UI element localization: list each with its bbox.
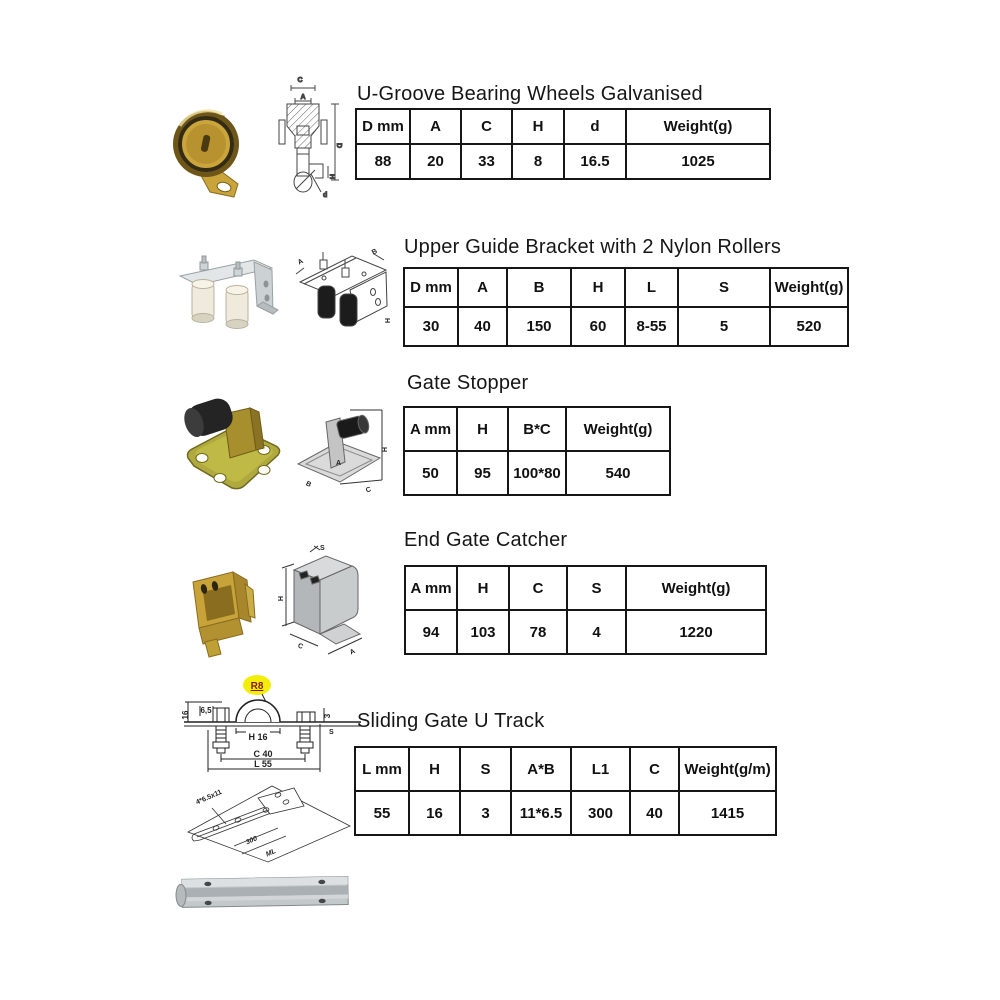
cell-value: 40 xyxy=(630,791,679,835)
radius-callout-r8: R8 xyxy=(250,681,264,692)
spec-table-u-groove xyxy=(355,108,771,180)
stopper-diagram-graphic xyxy=(292,402,392,498)
cell-value: 1415 xyxy=(679,791,776,835)
column-header: Weight(g/m) xyxy=(679,747,776,791)
column-header: L1 xyxy=(571,747,630,791)
cell-value: 520 xyxy=(770,307,848,346)
column-header: L xyxy=(625,268,678,307)
u-groove-wheel-diagram xyxy=(265,74,343,203)
cell-value: 540 xyxy=(566,451,670,495)
column-header: A xyxy=(458,268,507,307)
column-header: C xyxy=(630,747,679,791)
spec-table-gate-stopper xyxy=(403,406,671,496)
dim-label-b: B xyxy=(304,480,313,489)
cell-value: 8-55 xyxy=(625,307,678,346)
header-row xyxy=(356,109,770,144)
cell-value: 11*6.5 xyxy=(511,791,571,835)
u-track-photo xyxy=(172,870,352,921)
dim-label-l55: L 55 xyxy=(254,759,272,769)
dim-label-a: A xyxy=(336,460,342,467)
column-header: A*B xyxy=(511,747,571,791)
cell-value: 150 xyxy=(507,307,571,346)
dim-label-d-axle: d xyxy=(323,192,328,198)
dim-label-h: H xyxy=(380,447,387,453)
column-header: D mm xyxy=(404,268,458,307)
cell-value: 103 xyxy=(457,610,509,654)
section-title-u-track: Sliding Gate U Track xyxy=(357,710,545,732)
cell-value: 1220 xyxy=(626,610,766,654)
track-photo-graphic xyxy=(172,870,352,916)
cell-value: 5 xyxy=(678,307,770,346)
spec-table-guide-bracket xyxy=(403,267,849,347)
cell-value: 300 xyxy=(571,791,630,835)
value-row xyxy=(356,144,770,179)
header-row xyxy=(355,747,776,791)
gate-stopper-diagram xyxy=(292,402,392,503)
dim-label-c: C xyxy=(297,77,303,84)
dim-label-h16: H 16 xyxy=(248,732,268,742)
cell-value: 20 xyxy=(410,144,461,179)
column-header: D mm xyxy=(356,109,410,144)
u-track-iso-diagram xyxy=(182,780,354,869)
column-header: H xyxy=(571,268,625,307)
column-header: S xyxy=(678,268,770,307)
catcher-photo-graphic xyxy=(187,564,257,658)
section-title-end-gate-catcher: End Gate Catcher xyxy=(404,529,568,551)
column-header: H xyxy=(409,747,460,791)
dim-label-c: C xyxy=(365,486,373,495)
gate-stopper-photo xyxy=(180,392,284,501)
spec-table-end-gate-catcher xyxy=(404,565,767,655)
dim-label-s: S xyxy=(320,545,325,552)
cell-value: 16.5 xyxy=(564,144,626,179)
column-header: C xyxy=(509,566,567,610)
catcher-diagram-graphic xyxy=(268,542,366,666)
column-header: d xyxy=(564,109,626,144)
cell-value: 94 xyxy=(405,610,457,654)
dim-label-a: A xyxy=(348,647,357,657)
section-title-guide-bracket: Upper Guide Bracket with 2 Nylon Rollers xyxy=(404,236,782,258)
cell-value: 100*80 xyxy=(508,451,566,495)
section-title-gate-stopper: Gate Stopper xyxy=(407,372,529,394)
header-row xyxy=(404,407,670,451)
column-header: L mm xyxy=(355,747,409,791)
dim-label-a: A xyxy=(300,94,306,101)
dim-label-c40: C 40 xyxy=(253,749,273,759)
column-header: H xyxy=(457,407,508,451)
hole-spec-label: 4*6.5x11 xyxy=(194,788,224,807)
bracket-diagram-graphic xyxy=(294,248,392,342)
value-row xyxy=(355,791,776,835)
cell-value: 50 xyxy=(404,451,457,495)
column-header: C xyxy=(461,109,512,144)
column-header: B xyxy=(507,268,571,307)
dim-label-c: C xyxy=(296,642,304,651)
spec-table-u-track xyxy=(354,746,777,836)
dim-label-6-5: 6,5 xyxy=(200,706,212,715)
section-title-u-groove: U-Groove Bearing Wheels Galvanised xyxy=(357,83,703,105)
column-header: H xyxy=(457,566,509,610)
cell-value: 3 xyxy=(460,791,511,835)
cell-value: 4 xyxy=(567,610,626,654)
cell-value: 16 xyxy=(409,791,460,835)
end-gate-catcher-photo xyxy=(187,564,257,663)
bracket-photo-graphic xyxy=(178,248,280,340)
column-header: B*C xyxy=(508,407,566,451)
ml-label: ML xyxy=(264,847,278,859)
guide-bracket-photo xyxy=(178,248,280,345)
track-iso-graphic xyxy=(182,780,354,864)
cell-value: 95 xyxy=(457,451,508,495)
cell-value: 60 xyxy=(571,307,625,346)
length-label-300: 300 xyxy=(244,835,259,847)
cell-value: 8 xyxy=(512,144,564,179)
track-section-graphic xyxy=(180,672,365,777)
dim-label-h: H xyxy=(276,596,283,602)
dim-label-h: H xyxy=(328,174,335,180)
column-header: H xyxy=(512,109,564,144)
column-header: Weight(g) xyxy=(566,407,670,451)
cell-value: 1025 xyxy=(626,144,770,179)
column-header: Weight(g) xyxy=(626,566,766,610)
guide-bracket-diagram xyxy=(294,248,392,347)
value-row xyxy=(405,610,766,654)
cell-value: 40 xyxy=(458,307,507,346)
header-row xyxy=(405,566,766,610)
end-gate-catcher-diagram xyxy=(268,542,366,671)
u-track-section-diagram xyxy=(180,672,365,782)
dim-label-16: 16 xyxy=(181,710,190,720)
wheel-diagram-graphic xyxy=(265,74,343,198)
cell-value: 33 xyxy=(461,144,512,179)
u-groove-wheel-photo xyxy=(172,98,244,203)
column-header: A mm xyxy=(405,566,457,610)
value-row xyxy=(404,307,848,346)
column-header: S xyxy=(460,747,511,791)
header-row xyxy=(404,268,848,307)
cell-value: 88 xyxy=(356,144,410,179)
dim-label-s: S xyxy=(329,729,334,736)
wheel-photo-graphic xyxy=(172,98,244,198)
dim-label-a: A xyxy=(296,257,305,267)
cell-value: 55 xyxy=(355,791,409,835)
column-header: S xyxy=(567,566,626,610)
cell-value: 30 xyxy=(404,307,458,346)
cell-value: 78 xyxy=(509,610,567,654)
dim-label-h: H xyxy=(383,318,390,324)
value-row xyxy=(404,451,670,495)
column-header: A mm xyxy=(404,407,457,451)
dim-label-3: 3 xyxy=(323,713,332,719)
column-header: A xyxy=(410,109,461,144)
stopper-photo-graphic xyxy=(180,392,284,496)
column-header: Weight(g) xyxy=(770,268,848,307)
dim-label-b: B xyxy=(370,248,379,257)
column-header: Weight(g) xyxy=(626,109,770,144)
dim-label-d-outer: D xyxy=(335,143,342,149)
